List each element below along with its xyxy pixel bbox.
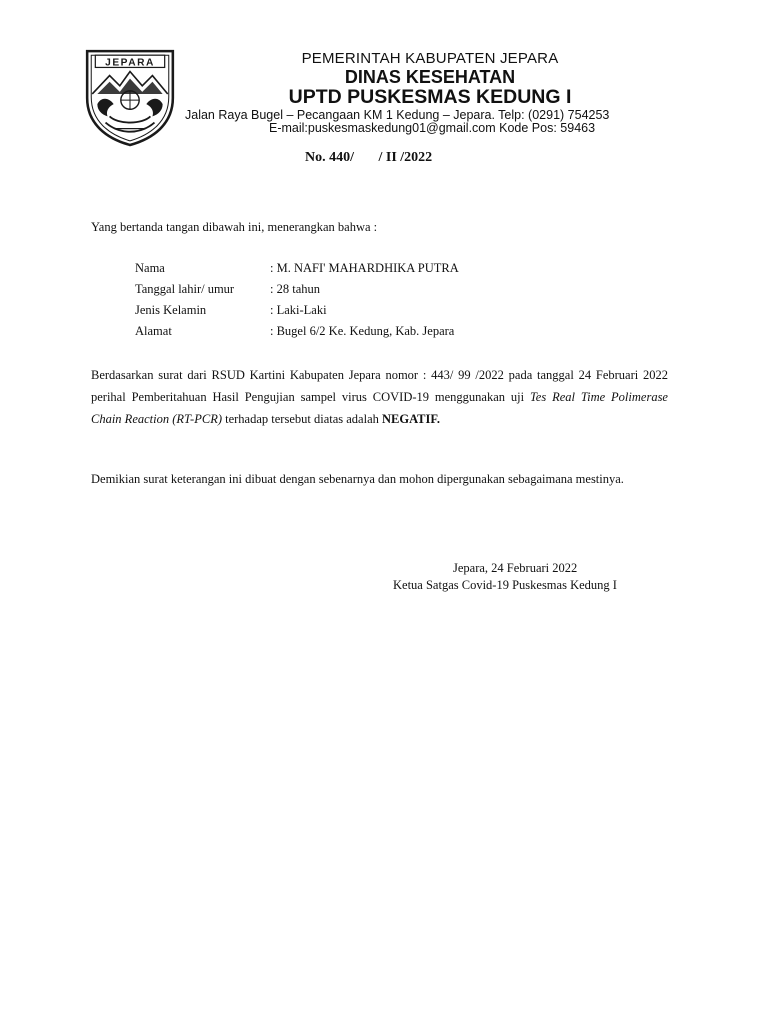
letter-number: No. 440/ / II /2022 bbox=[305, 150, 433, 165]
body-paragraph bbox=[91, 364, 668, 430]
agency-name: DINAS KESEHATAN bbox=[344, 67, 516, 87]
identity-value: : M. NAFI' MAHARDHIKA PUTRA bbox=[270, 261, 459, 275]
identity-value: : Bugel 6/2 Ke. Kedung, Kab. Jepara bbox=[270, 324, 455, 338]
body-text-part2: terhadap tersebut diatas adalah bbox=[222, 412, 382, 426]
letterhead-contact: E-mail:puskesmaskedung01@gmail.com Kode Pos: 59463 bbox=[269, 121, 596, 135]
closing-paragraph: Demikian surat keterangan ini dibuat dengan sebenarnya dan mohon dipergunakan sebagaimana mestinya. bbox=[91, 472, 624, 486]
identity-value: : Laki-Laki bbox=[270, 303, 327, 317]
unit-name: UPTD PUSKESMAS KEDUNG I bbox=[288, 86, 572, 108]
letterhead-address: Jalan Raya Bugel – Pecangaan KM 1 Kedung – Jepara. Telp: (0291) 754253 bbox=[185, 108, 610, 122]
logo-label: JEPARA bbox=[105, 57, 155, 69]
intro-text: Yang bertanda tangan dibawah ini, menerangkan bahwa : bbox=[91, 220, 378, 234]
identity-row-name bbox=[135, 261, 459, 276]
body-text-part1: Berdasarkan surat dari RSUD Kartini Kabupaten Jepara nomor : 443/ 99 /2022 pada tanggal 24 Februari 2022 perihal Pemberitahuan Hasil Pengujian sampel virus COVID-19 menggunakan uji bbox=[91, 368, 668, 404]
identity-label: Jenis Kelamin bbox=[135, 303, 207, 317]
test-result: NEGATIF. bbox=[382, 412, 441, 426]
government-name: PEMERINTAH KABUPATEN JEPARA bbox=[301, 50, 559, 67]
identity-row-age bbox=[135, 282, 320, 297]
identity-label: Nama bbox=[135, 261, 165, 275]
identity-row-address bbox=[135, 324, 455, 339]
identity-label: Alamat bbox=[135, 324, 172, 338]
jepara-regency-logo bbox=[79, 45, 181, 147]
test-name: Tes Real Time Polimerase Chain Reaction (RT-PCR) bbox=[91, 390, 668, 426]
identity-label: Tanggal lahir/ umur bbox=[135, 282, 235, 296]
signature-place-date: Jepara, 24 Februari 2022 bbox=[453, 561, 578, 575]
identity-value: : 28 tahun bbox=[270, 282, 320, 296]
identity-row-gender bbox=[135, 303, 327, 318]
signature-title: Ketua Satgas Covid-19 Puskesmas Kedung I bbox=[393, 578, 617, 592]
